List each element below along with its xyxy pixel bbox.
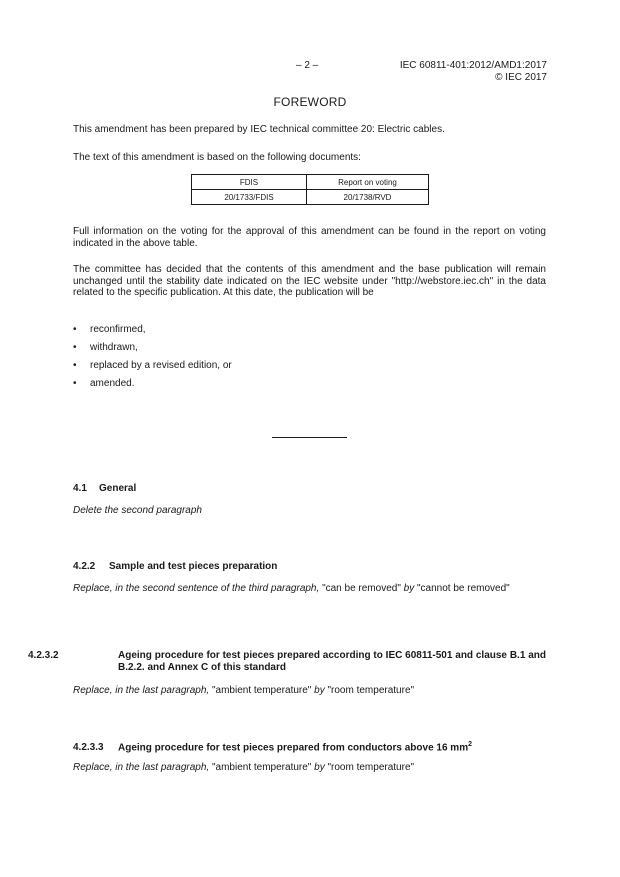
- bullet-icon: •: [73, 342, 77, 353]
- section-instruction: [73, 762, 546, 774]
- section-number: 4.2.3.2: [28, 650, 59, 661]
- instruction-by: by: [400, 583, 417, 594]
- instruction-from: "ambient temperature": [211, 762, 312, 773]
- list-item-label: reconfirmed,: [90, 324, 146, 335]
- table-cell-fdis: 20/1733/FDIS: [192, 190, 307, 205]
- section-instruction: Delete the second paragraph: [73, 505, 202, 516]
- instruction-to: "room temperature": [327, 685, 415, 696]
- separator-line: [272, 437, 347, 438]
- copyright-notice: © IEC 2017: [495, 72, 547, 83]
- section-title: Ageing procedure for test pieces prepared from conductors above 16 mm: [118, 742, 469, 754]
- list-item-label: withdrawn,: [90, 342, 138, 353]
- section-heading: [73, 561, 277, 573]
- table-header-row: [192, 175, 429, 190]
- section-instruction: [73, 685, 546, 697]
- foreword-based-on: The text of this amendment is based on the following documents:: [73, 152, 361, 163]
- instruction-by: by: [311, 762, 328, 773]
- instruction-location: Replace, in the last paragraph,: [73, 762, 212, 773]
- section-instruction: [73, 583, 546, 595]
- section-heading: [73, 483, 136, 495]
- table-header-rvd: Report on voting: [307, 175, 429, 190]
- foreword-intro: This amendment has been prepared by IEC technical committee 20: Electric cables.: [73, 124, 445, 135]
- instruction-to: "room temperature": [327, 762, 415, 773]
- section-title: General: [99, 483, 137, 494]
- section-number: 4.2.3.3: [73, 742, 104, 754]
- instruction-to: "cannot be removed": [417, 583, 510, 594]
- superscript: 2: [468, 741, 472, 748]
- instruction-by: by: [311, 685, 328, 696]
- instruction-from: "can be removed": [322, 583, 401, 594]
- standard-reference: IEC 60811-401:2012/AMD1:2017: [399, 60, 547, 71]
- bullet-icon: •: [73, 360, 77, 371]
- instruction-replace: Replace,: [73, 583, 113, 594]
- instruction-location: Replace, in the last paragraph,: [73, 685, 212, 696]
- section-heading: [73, 739, 472, 754]
- committee-decision: The committee has decided that the contents of this amendment and the base publication will remain unchanged until the stability date indicated on the IEC website under "http://webstore.iec.ch" in the data related to the specific publication. At this date, the publication will be: [73, 264, 546, 298]
- documents-table: [191, 174, 429, 205]
- instruction-location: in the second sentence of the third paragraph,: [112, 583, 323, 594]
- table-cell-rvd: 20/1738/RVD: [307, 190, 429, 205]
- list-item-label: replaced by a revised edition, or: [90, 360, 232, 371]
- section-title: Ageing procedure for test pieces prepared according to IEC 60811-501 and clause B.1 and B.2.2. and Annex C of this standard: [118, 650, 546, 673]
- section-number: 4.1: [73, 483, 87, 494]
- table-row: [192, 190, 429, 205]
- bullet-icon: •: [73, 324, 77, 335]
- section-number: 4.2.2: [73, 561, 96, 572]
- foreword-title: FOREWORD: [273, 95, 347, 109]
- list-item-label: amended.: [90, 378, 135, 389]
- section-heading: [28, 650, 546, 674]
- page-number: – 2 –: [296, 60, 319, 71]
- bullet-icon: •: [73, 378, 77, 389]
- section-title: Sample and test pieces preparation: [109, 561, 278, 572]
- instruction-from: "ambient temperature": [211, 685, 312, 696]
- table-header-fdis: FDIS: [192, 175, 307, 190]
- voting-info: Full information on the voting for the approval of this amendment can be found in the report on voting indicated in the above table.: [73, 226, 546, 249]
